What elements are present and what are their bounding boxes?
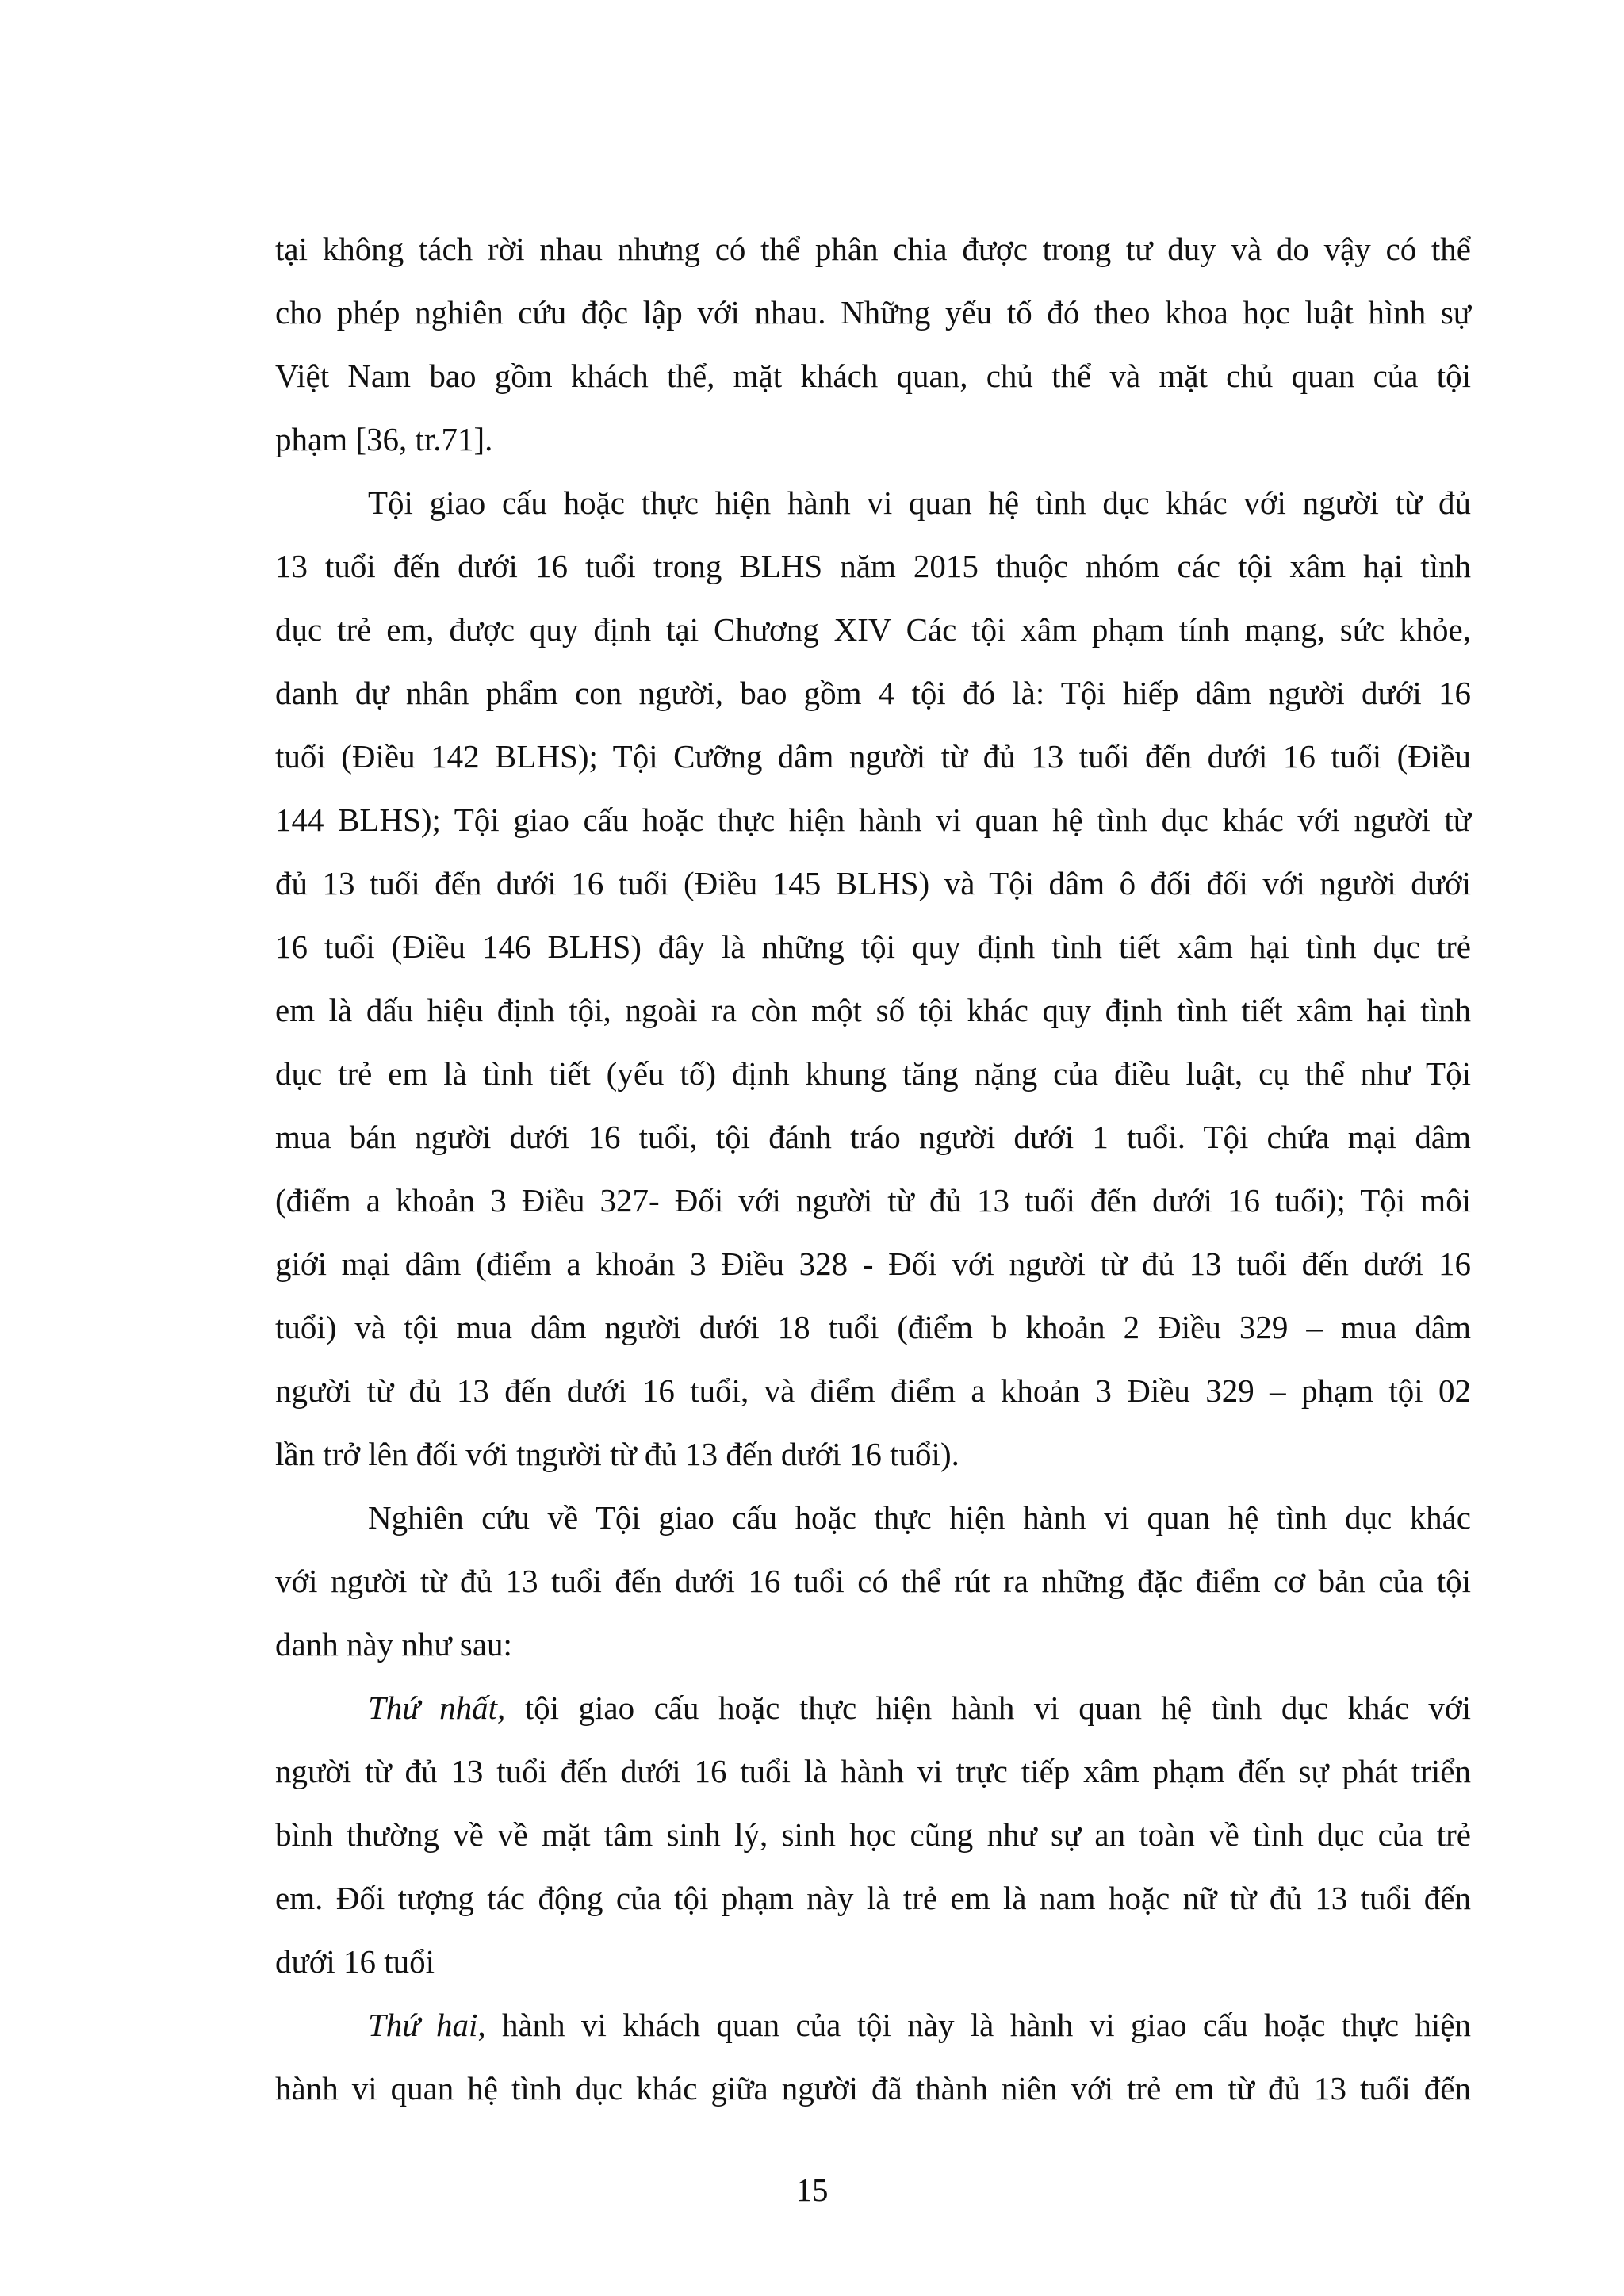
text-line: Việt Nam bao gồm khách thể, mặt khách quan, chủ thể và mặt chủ quan của tội (275, 358, 1471, 394)
text-line: bình thường về về mặt tâm sinh lý, sinh học cũng như sự an toàn về tình dục của trẻ (275, 1816, 1471, 1853)
text-line: 16 tuổi (Điều 146 BLHS) đây là những tội quy định tình tiết xâm hại tình dục trẻ (275, 928, 1471, 965)
text-line: phạm [36, tr.71]. (275, 421, 493, 457)
text-line: dưới 16 tuổi (275, 1943, 435, 1980)
paragraph-first-line: Thứ nhất, tội giao cấu hoặc thực hiện hành vi quan hệ tình dục khác với (368, 1689, 1471, 1726)
italic-lead: Thứ hai (368, 2007, 478, 2043)
text-line: giới mại dâm (điểm a khoản 3 Điều 328 - Đối với người từ đủ 13 tuổi đến dưới 16 (275, 1246, 1471, 1282)
text-line: 13 tuổi đến dưới 16 tuổi trong BLHS năm 2015 thuộc nhóm các tội xâm hại tình (275, 548, 1471, 584)
text-line: lần trở lên đối với tngười từ đủ 13 đến dưới 16 tuổi). (275, 1436, 959, 1472)
text-line: (điểm a khoản 3 Điều 327- Đối với người từ đủ 13 tuổi đến dưới 16 tuổi); Tội môi (275, 1182, 1471, 1219)
text-line: người từ đủ 13 tuổi đến dưới 16 tuổi là hành vi trực tiếp xâm phạm đến sự phát triển (275, 1753, 1471, 1789)
text-line: tuổi) và tội mua dâm người dưới 18 tuổi (điểm b khoản 2 Điều 329 – mua dâm (275, 1309, 1471, 1345)
text-line: dục trẻ em là tình tiết (yếu tố) định khung tăng nặng của điều luật, cụ thể như Tội (275, 1055, 1471, 1092)
text-line: mua bán người dưới 16 tuổi, tội đánh tráo người dưới 1 tuổi. Tội chứa mại dâm (275, 1119, 1471, 1155)
paragraph-first-line: Nghiên cứu về Tội giao cấu hoặc thực hiện hành vi quan hệ tình dục khác (368, 1499, 1471, 1536)
text-line: em là dấu hiệu định tội, ngoài ra còn một số tội khác quy định tình tiết xâm hại tình (275, 992, 1471, 1028)
text-line: đủ 13 tuổi đến dưới 16 tuổi (Điều 145 BLHS) và Tội dâm ô đối đối với người dưới (275, 865, 1471, 901)
text-line: dục trẻ em, được quy định tại Chương XIV Các tội xâm phạm tính mạng, sức khỏe, (275, 611, 1471, 648)
text-line: cho phép nghiên cứu độc lập với nhau. Những yếu tố đó theo khoa học luật hình sự (275, 294, 1471, 331)
page-number: 15 (795, 2172, 829, 2208)
text-line: tuổi (Điều 142 BLHS); Tội Cưỡng dâm người từ đủ 13 tuổi đến dưới 16 tuổi (Điều (275, 738, 1471, 775)
paragraph-first-line: Tội giao cấu hoặc thực hiện hành vi quan hệ tình dục khác với người từ đủ (368, 484, 1471, 521)
text-line: danh này như sau: (275, 1626, 512, 1663)
text-line: 144 BLHS); Tội giao cấu hoặc thực hiện hành vi quan hệ tình dục khác với người từ (275, 802, 1471, 838)
text-line: danh dự nhân phẩm con người, bao gồm 4 tội đó là: Tội hiếp dâm người dưới 16 (275, 675, 1471, 711)
paragraph-first-line: Thứ hai, hành vi khách quan của tội này là hành vi giao cấu hoặc thực hiện (368, 2007, 1472, 2043)
body-text (275, 224, 1471, 2126)
text-line: với người từ đủ 13 tuổi đến dưới 16 tuổi có thể rút ra những đặc điểm cơ bản của tội (275, 1563, 1471, 1599)
text-line: tại không tách rời nhau nhưng có thể phân chia được trong tư duy và do vậy có thể (275, 231, 1471, 267)
text-line: hành vi quan hệ tình dục khác giữa người đã thành niên với trẻ em từ đủ 13 tuổi đến (275, 2070, 1471, 2107)
text-line: em. Đối tượng tác động của tội phạm này là trẻ em là nam hoặc nữ từ đủ 13 tuổi đến (275, 1880, 1471, 1916)
italic-lead: Thứ nhất, (368, 1689, 506, 1726)
text-line: người từ đủ 13 đến dưới 16 tuổi, và điểm điểm a khoản 3 Điều 329 – phạm tội 02 (275, 1372, 1471, 1409)
